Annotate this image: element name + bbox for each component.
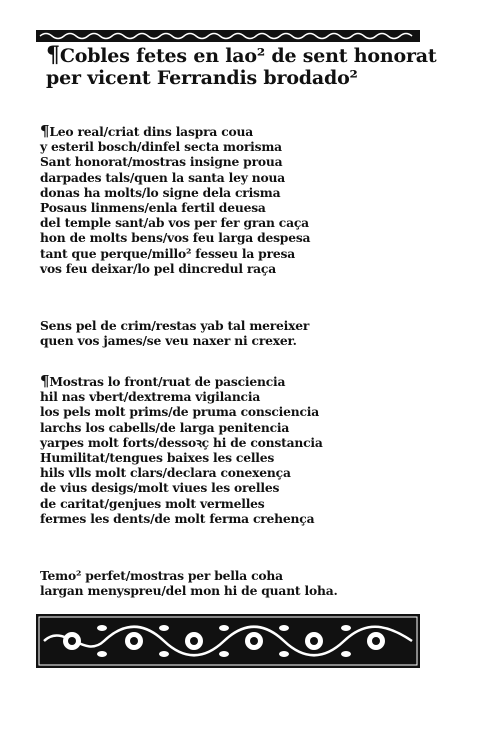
- verse-line: Leo real/criat dins laspra coua: [49, 124, 253, 139]
- verse-line: de caritat/genjues molt vermelles: [40, 495, 265, 511]
- pilcrow-icon: ¶: [40, 372, 50, 390]
- verse-line: Sens pel de crim/restas yab tal mereixer: [40, 318, 310, 333]
- title-line-1: Cobles fetes en lao² de sent honorat: [59, 45, 437, 67]
- verse-line: larchs los cabells/de larga penitencia: [40, 419, 290, 435]
- verse-line: darpades tals/quen la santa ley noua: [40, 169, 286, 185]
- stanza-3: [40, 374, 360, 526]
- bottom-floral-border: [36, 614, 420, 668]
- verse-line: de vius desigs/molt viues les orelles: [40, 480, 280, 496]
- stanza-2: [40, 318, 360, 348]
- verse-line: fermes les dents/de molt ferma crehença: [40, 510, 315, 526]
- title-line-2: per vicent Ferrandis brodado²: [46, 67, 358, 89]
- pilcrow-icon: ¶: [40, 122, 50, 140]
- verse-line: Humilitat/tengues baixes les celles: [40, 450, 275, 466]
- verse-line: Sant honorat/mostras insigne proua: [40, 154, 283, 170]
- stanza-1: [40, 124, 360, 276]
- verse-line: Temo² perfet/mostras per bella coha: [40, 568, 283, 583]
- verse-line: hil nas vbert/dextrema vigilancia: [40, 389, 261, 405]
- verse-line: quen vos james/se veu naxer ni crexer.: [40, 333, 297, 349]
- verse-line: largan menyspreu/del mon hi de quant loha.: [40, 583, 338, 599]
- verse-line: hon de molts bens/vos feu larga despesa: [40, 230, 311, 246]
- verse-line: Mostras lo front/ruat de pasciencia: [49, 374, 286, 389]
- verse-line: Posaus linmens/enla fertil deuesa: [40, 200, 266, 216]
- verse-line: tant que perque/millo² fesseu la presa: [40, 245, 295, 261]
- top-ornamental-border: [36, 30, 420, 42]
- stanza-4: [40, 568, 360, 598]
- verse-line: del temple sant/ab vos per fer gran caça: [40, 215, 309, 231]
- verse-line: los pels molt prims/de pruma consciencia: [40, 404, 319, 420]
- poem-title: [46, 44, 446, 89]
- verse-line: donas ha molts/lo signe dela crisma: [40, 184, 281, 200]
- verse-line: y esteril bosch/dinfel secta morisma: [40, 139, 282, 155]
- verse-line: vos feu deixar/lo pel dincredul raça: [40, 260, 276, 276]
- verse-line: hils vlls molt clars/declara conexença: [40, 465, 291, 481]
- verse-line: yarpes molt forts/dessoꝛç hi de constancia: [40, 434, 323, 450]
- pilcrow-icon: ¶: [46, 42, 60, 68]
